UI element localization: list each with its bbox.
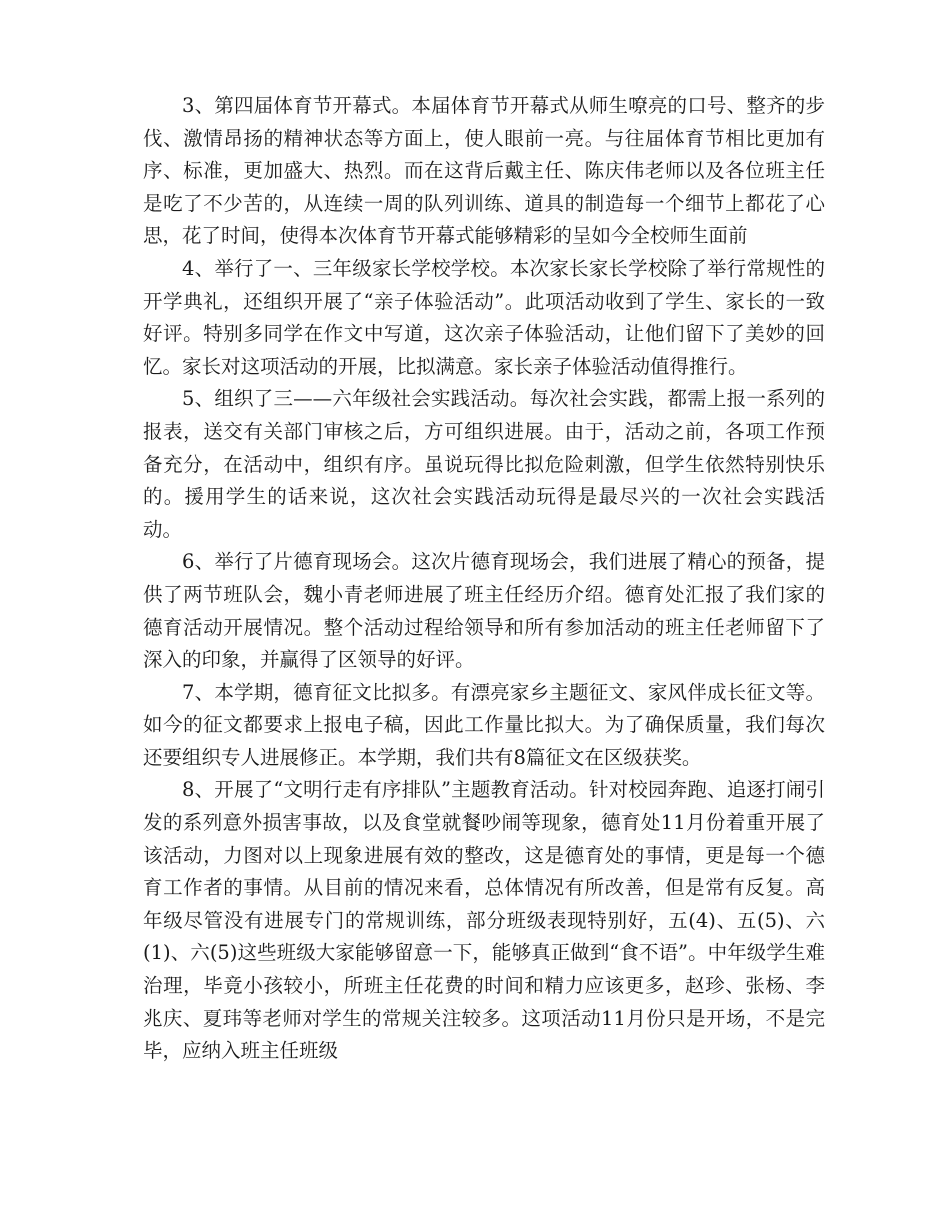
document-body: [143, 90, 825, 1068]
paragraph-item-4: 4、举行了一、三年级家长学校学校。本次家长家长学校除了举行常规性的开学典礼，还组织开展了“亲子体验活动”。此项活动收到了学生、家长的一致好评。特别多同学在作文中写道，这次亲子体验活动，让他们留下了美妙的回忆。家长对这项活动的开展，比拟满意。家长亲子体验活动值得推行。: [143, 256, 825, 378]
paragraph-item-6: 6、举行了片德育现场会。这次片德育现场会，我们进展了精心的预备，提供了两节班队会，魏小青老师进展了班主任经历介绍。德育处汇报了我们家的德育活动开展情况。整个活动过程给领导和所有参加活动的班主任老师留下了深入的印象，并赢得了区领导的好评。: [143, 550, 825, 672]
paragraph-item-7: 7、本学期，德育征文比拟多。有漂亮家乡主题征文、家风伴成长征文等。如今的征文都要求上报电子稿，因此工作量比拟大。为了确保质量，我们每次还要组织专人进展修正。本学期，我们共有8篇征文在区级获奖。: [143, 680, 825, 769]
paragraph-item-5: 5、组织了三——六年级社会实践活动。每次社会实践，都需上报一系列的报表，送交有关部门审核之后，方可组织进展。由于，活动之前，各项工作预备充分，在活动中，组织有序。虽说玩得比拟危险刺激，但学生依然特别快乐的。援用学生的话来说，这次社会实践活动玩得是最尽兴的一次社会实践活动。: [143, 387, 825, 541]
paragraph-item-3: 3、第四届体育节开幕式。本届体育节开幕式从师生嘹亮的口号、整齐的步伐、激情昂扬的精神状态等方面上，使人眼前一亮。与往届体育节相比更加有序、标准，更加盛大、热烈。而在这背后戴主任、陈庆伟老师以及各位班主任是吃了不少苦的，从连续一周的队列训练、道具的制造每一个细节上都花了心思，花了时间，使得本次体育节开幕式能够精彩的呈如今全校师生面前: [143, 94, 825, 248]
paragraph-item-8: 8、开展了“文明行走有序排队”主题教育活动。针对校园奔跑、追逐打闹引发的系列意外损害事故，以及食堂就餐吵闹等现象，德育处11月份着重开展了该活动，力图对以上现象进展有效的整改，这是德育处的事情，更是每一个德育工作者的事情。从目前的情况来看，总体情况有所改善，但是常有反复。高年级尽管没有进展专门的常规训练，部分班级表现特别好，五(4)、五(5)、六(1)、六(5)这些班级大家能够留意一下，能够真正做到“食不语”。中年级学生难治理，毕竟小孩较小，所班主任花费的时间和精力应该更多，赵珍、张杨、李兆庆、夏玮等老师对学生的常规关注较多。这项活动11月份只是开场，不是完毕，应纳入班主任班级: [143, 778, 825, 1063]
